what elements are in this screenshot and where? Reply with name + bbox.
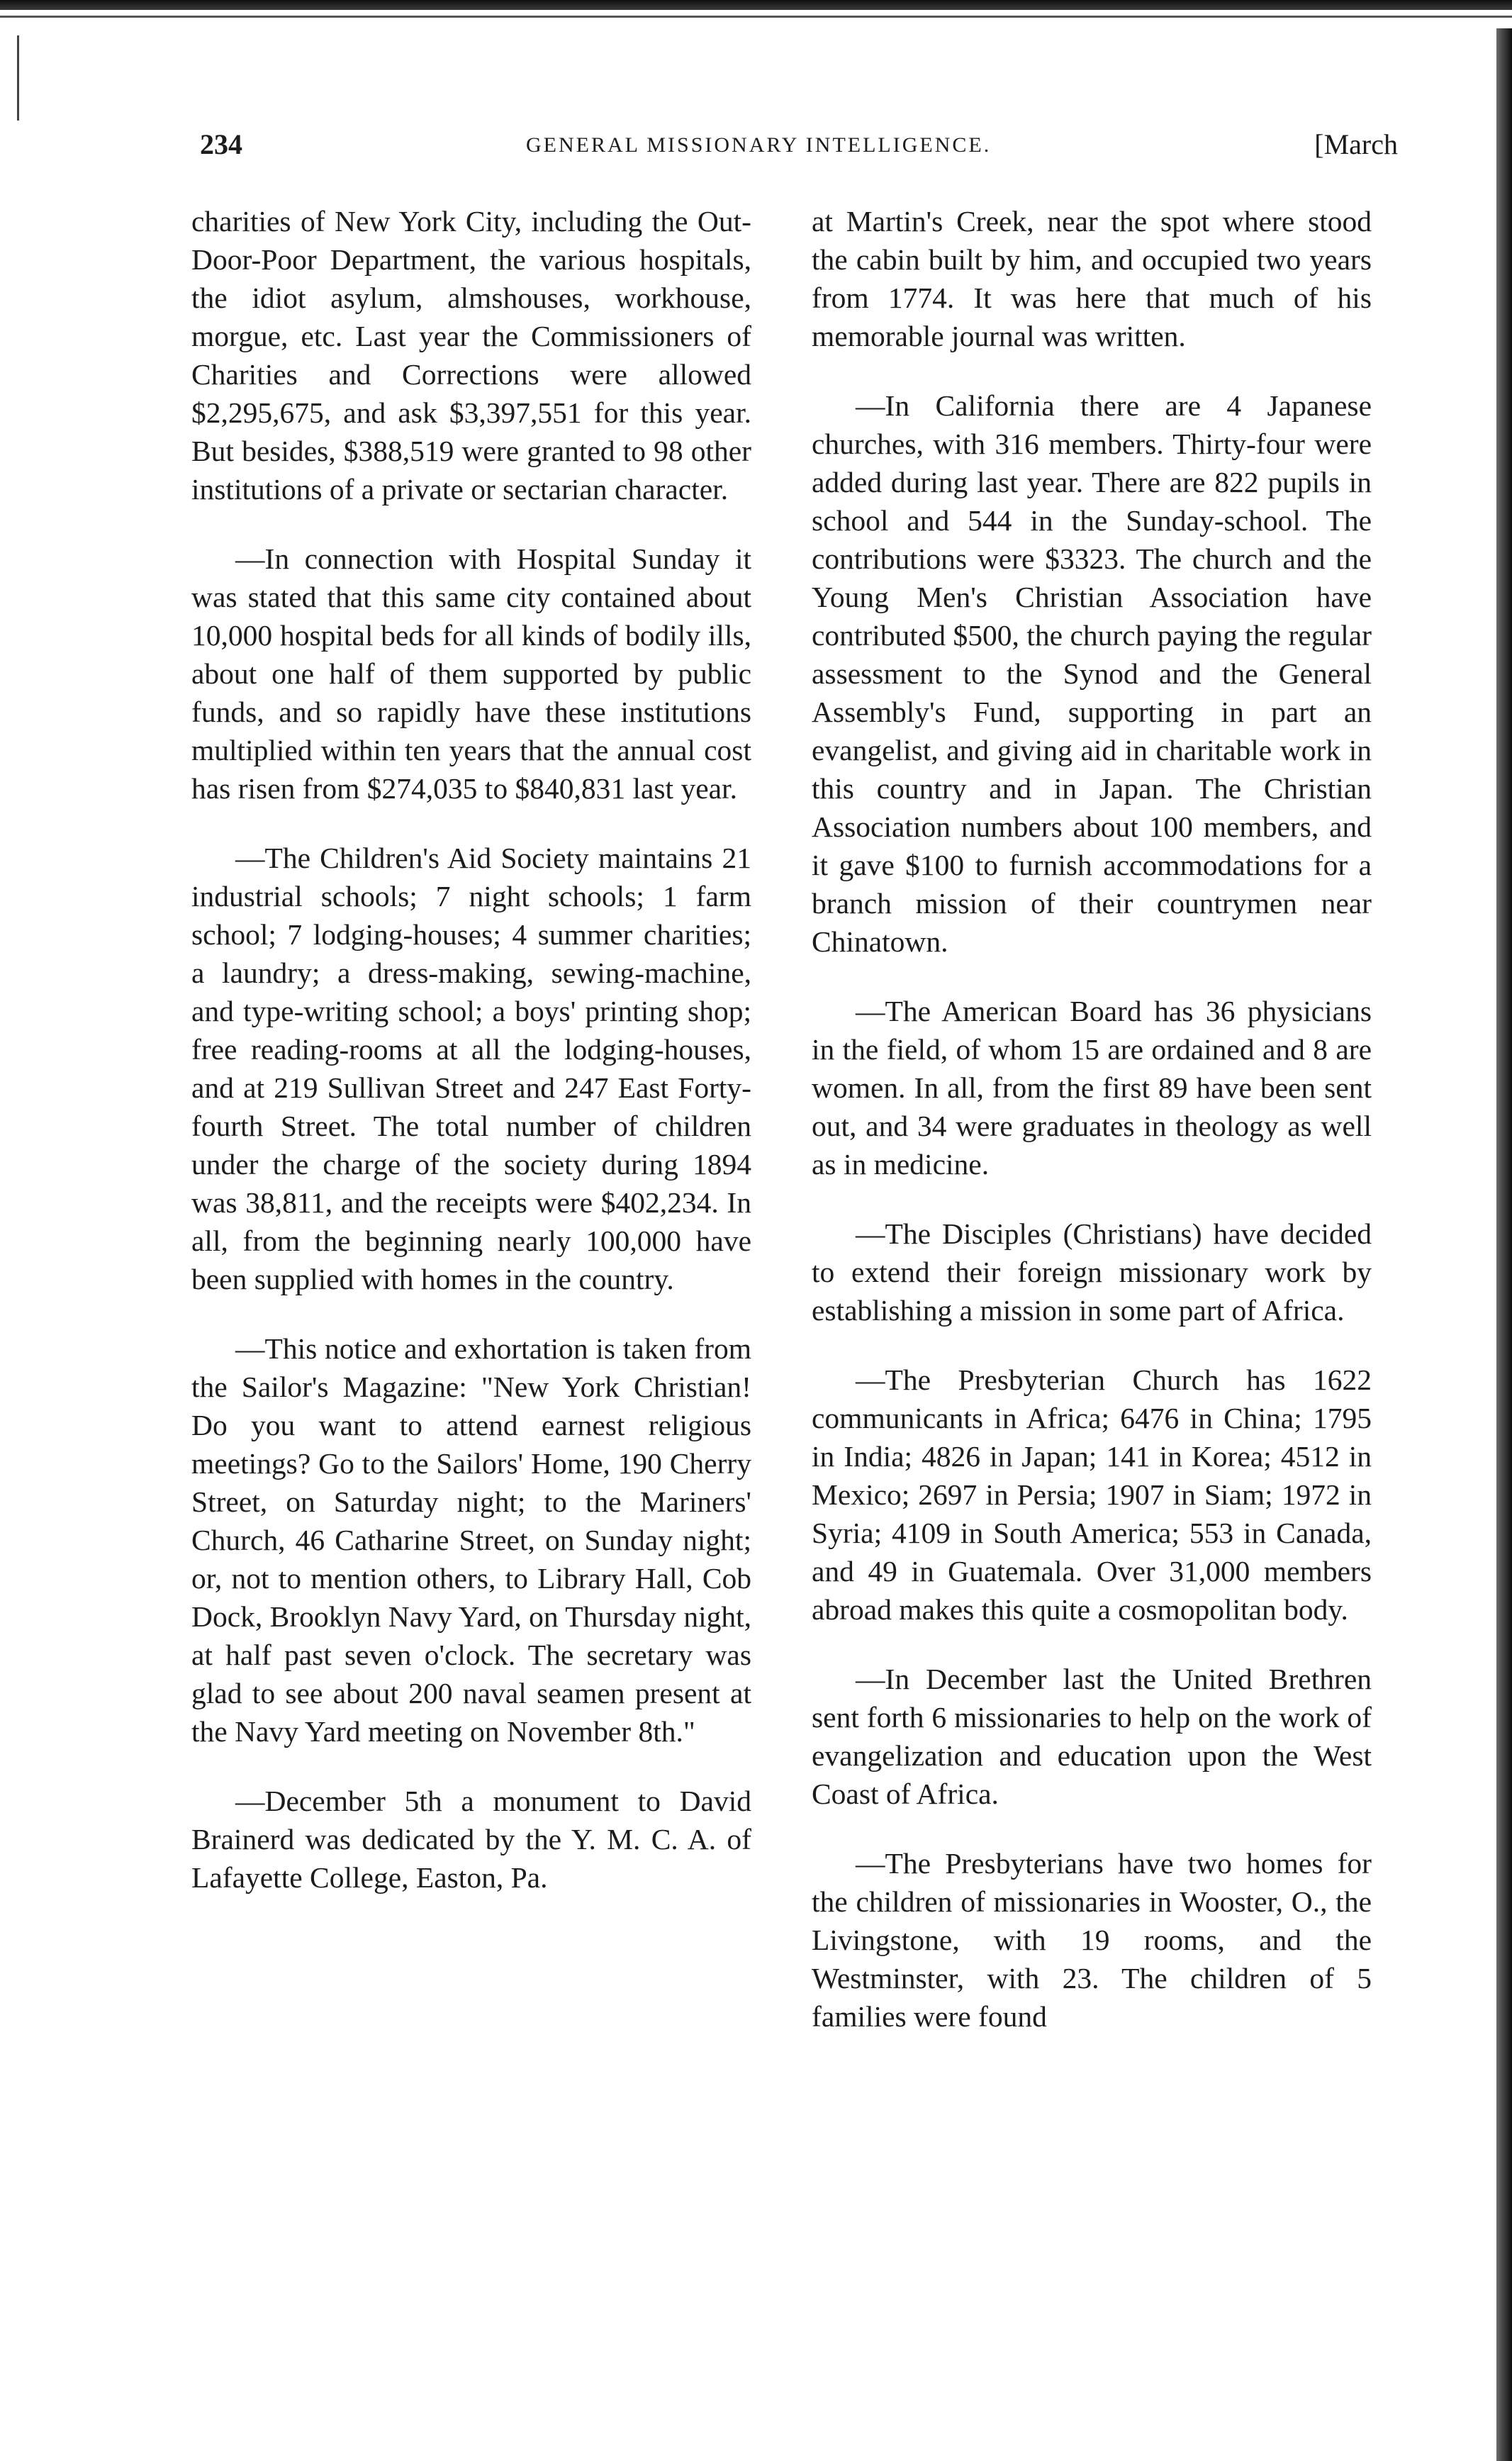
right-column	[812, 202, 1372, 2067]
issue-month: [March	[1314, 128, 1398, 160]
paragraph-brainerd-monument: —December 5th a monument to David Brainerd was dedicated by the Y. M. C. A. of Lafayette College, Easton, Pa.	[191, 1785, 751, 1894]
scan-mark-left	[17, 35, 19, 121]
paragraph-nyc-charities: charities of New York City, including the Out-Door-Poor Department, the various hospitals, the idiot asylum, almshouses, workhouse, morgue, etc. Last year the Commissioners of Charities and Corrections were allowed $2,295,675, and ask $3,397,551 for this year. But besides, $388,519 were granted to 98 other institutions of a private or sectarian character.	[191, 205, 751, 506]
paragraph-united-brethren: —In December last the United Brethren sent forth 6 missionaries to help on the work of evangelization and education upon the West Coast of Africa.	[812, 1663, 1372, 1810]
page-number: 234	[200, 128, 242, 160]
running-head	[200, 128, 1398, 170]
scan-border-right	[1496, 28, 1512, 2461]
paragraph-sailors-magazine: —This notice and exhortation is taken from the Sailor's Magazine: "New York Christian! Do you want to attend earnest religious meetings? Go to the Sailors' Home, 190 Cherry Street, on Saturday night; to the Mariners' Church, 46 Catharine Street, on Sunday night; or, not to mention others, to Library Hall, Cob Dock, Brooklyn Navy Yard, on Thursday night, at half past seven o'clock. The secretary was glad to see about 200 naval seamen present at the Navy Yard meeting on November 8th."	[191, 1332, 751, 1748]
paragraph-california-japanese: —In California there are 4 Japanese churches, with 316 members. Thirty-four were added during last year. There are 822 pupils in school and 544 in the Sunday-school. The contributions were $3323. The church and the Young Men's Christian Association have contributed $500, the church paying the regular assessment to the Synod and the General Assembly's Fund, supporting in part an evangelist, and giving aid in charitable work in this country and in Japan. The Christian Association numbers about 100 members, and it gave $100 to furnish accommodations for a branch mission of their countrymen near Chinatown.	[812, 389, 1372, 958]
journal-title: GENERAL MISSIONARY INTELLIGENCE.	[526, 133, 992, 157]
paragraph-presbyterian-homes: —The Presbyterians have two homes for the children of missionaries in Wooster, O., the Livingstone, with 19 rooms, and the Westminster, with 23. The children of 5 families were found	[812, 1847, 1372, 2033]
scan-border-top	[0, 0, 1512, 10]
left-column	[191, 202, 751, 1928]
paragraph-hospital-sunday: —In connection with Hospital Sunday it was stated that this same city contained about 10,000 hospital beds for all kinds of bodily ills, about one half of them supported by public funds, and so rapidly have these institutions multiplied within ten years that the annual cost has risen from $274,035 to $840,831 last year.	[191, 542, 751, 805]
paragraph-american-board: —The American Board has 36 physicians in the field, of whom 15 are ordained and 8 are women. In all, from the first 89 have been sent out, and 34 were graduates in theology as well as in medicine.	[812, 995, 1372, 1181]
paragraph-childrens-aid-society: —The Children's Aid Society maintains 21 industrial schools; 7 night schools; 1 farm school; 7 lodging-houses; 4 summer charities; a laundry; a dress-making, sewing-machine, and type-writing school; a boys' printing shop; free reading-rooms at all the lodging-houses, and at 219 Sullivan Street and 247 East Forty-fourth Street. The total number of children under the charge of the society during 1894 was 38,811, and the receipts were $402,234. In all, from the beginning nearly 100,000 have been supplied with homes in the country.	[191, 842, 751, 1295]
paragraph-martins-creek: at Martin's Creek, near the spot where stood the cabin built by him, and occupied two years from 1774. It was here that much of his memorable journal was written.	[812, 205, 1372, 352]
paragraph-presbyterian-church: —The Presbyterian Church has 1622 communicants in Africa; 6476 in China; 1795 in India; 4826 in Japan; 141 in Korea; 4512 in Mexico; 2697 in Persia; 1907 in Siam; 1972 in Syria; 4109 in South America; 553 in Canada, and 49 in Guatemala. Over 31,000 members abroad makes this quite a cosmopolitan body.	[812, 1363, 1372, 1626]
paragraph-disciples: —The Disciples (Christians) have decided to extend their foreign missionary work by establishing a mission in some part of Africa.	[812, 1217, 1372, 1327]
scan-rule-top	[0, 16, 1512, 18]
